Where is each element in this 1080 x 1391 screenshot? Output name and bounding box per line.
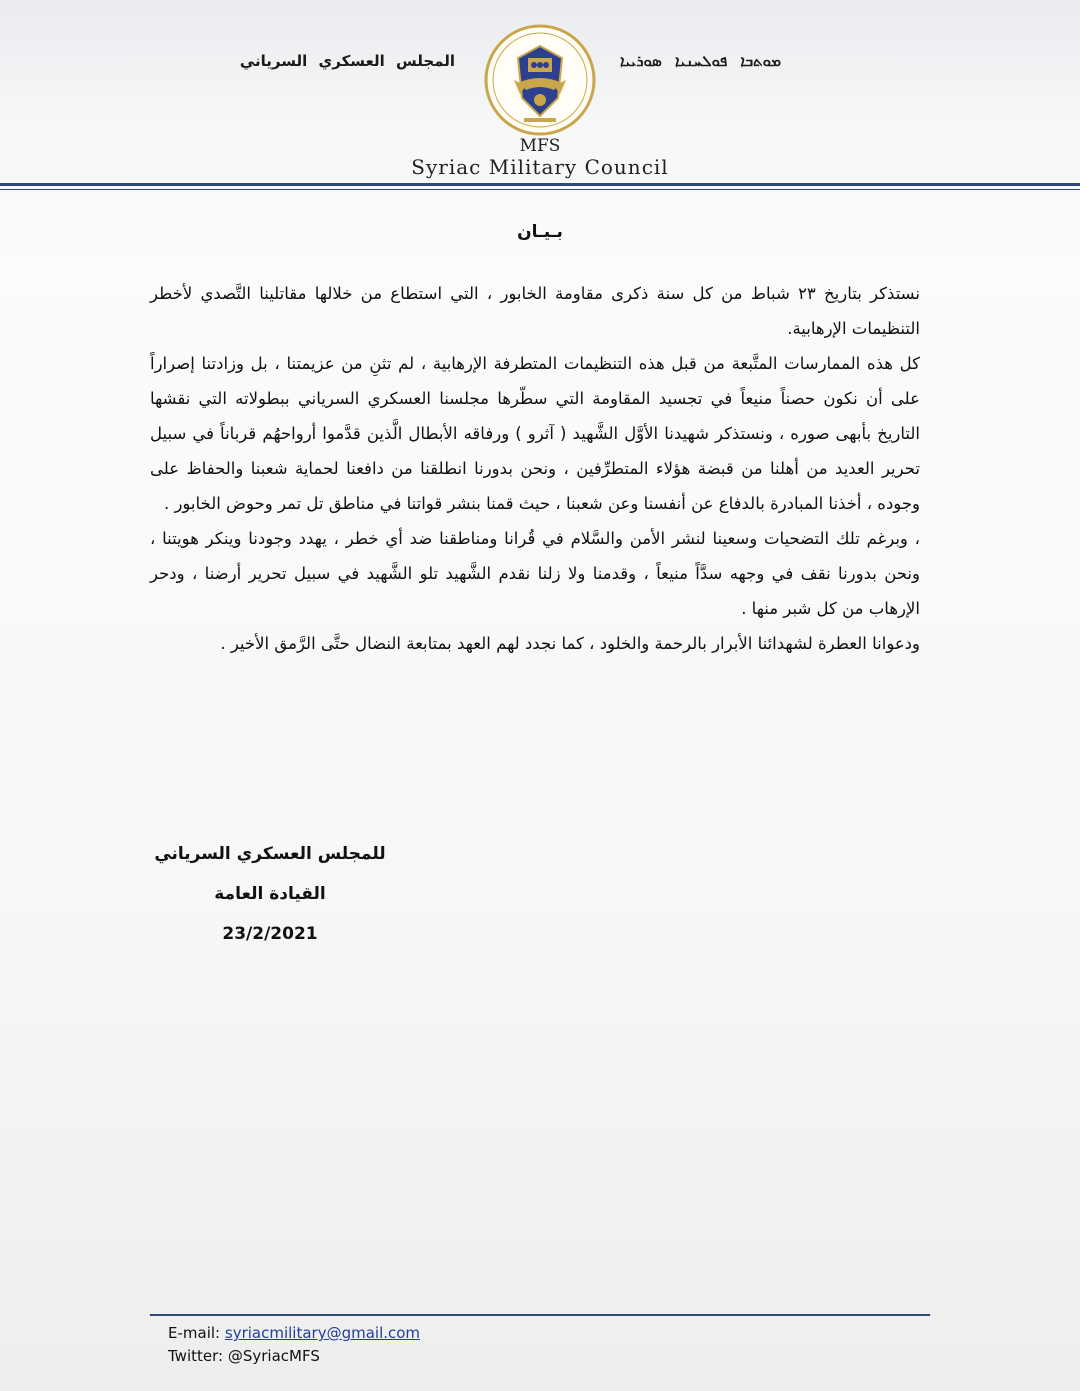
signature-org: للمجلس العسكري السرياني [154,844,386,864]
footer-twitter-row [168,1345,668,1368]
signature-block [150,834,390,954]
syriac-military-council-emblem-icon [484,24,596,136]
paragraph-3: ، وبرغم تلك التضحيات وسعينا لنشر الأمن والسَّلام في قُرانا ومناطقنا ضد أي خطر ، يهدد وجودنا وينكر هويتنا ، ونحن بدورنا نقف في وجهه سدَّاً منيعاً ، وقدمنا ولا زلنا نقدم الشَّهيد تلو الشَّهيد في سبيل تحرير أرضنا ، ودحر الإرهاب من كل شبر منها . [150,529,920,618]
twitter-label: Twitter: [168,1347,224,1365]
signature-date: 23/2/2021 [222,924,318,944]
header-org-name-english: Syriac Military Council [411,155,669,179]
footer-divider [150,1314,930,1316]
email-link[interactable]: syriacmilitary@gmail.com [224,1324,421,1342]
document-title: بـيـان [517,222,563,242]
header-org-name-syriac: ܡܘܬܒܐ ܦܘܠܚܢܝܐ ܣܘܪܝܝܐ [620,52,781,70]
paragraph-1: نستذكر بتاريخ ٢٣ شباط من كل سنة ذكرى مقاومة الخابور ، التي استطاع من خلالها مقاتلينا التَّصدي لأخطر التنظيمات الإرهابية. [150,284,920,338]
header-abbreviation: MFS [519,136,561,156]
twitter-handle: @SyriacMFS [227,1347,320,1365]
paragraph-4: ودعوانا العطرة لشهدائنا الأبرار بالرحمة والخلود ، كما نجدد لهم العهد بمتابعة النضال حتَّى الرَّمق الأخير . [220,634,920,653]
email-label: E-mail: [168,1324,221,1342]
paragraph-2: كل هذه الممارسات المتَّبعة من قبل هذه التنظيمات المتطرفة الإرهابية ، لم تثنِ من عزيمتنا ، بل وزادتنا إصراراً على أن نكون حصناً منيعاً في تجسيد المقاومة التي سطّرها مجلسنا العسكري السرياني ببطولاته التي نقشها التاريخ بأبهى صوره ، ونستذكر شهيدنا الأوَّل الشَّهيد ( آثرو ) ورفاقه الأبطال الَّذين قدَّموا أرواحهُم قرباناً في سبيل تحرير العديد من أهلنا من قبضة هؤلاء المتطرِّفين ، ونحن بدورنا انطلقنا من دافعنا لحماية شعبنا والحفاظ على وجوده ، أخذنا المبادرة بالدفاع عن أنفسنا وعن شعبنا ، حيث قمنا بنشر قواتنا في مناطق تل تمر وحوض الخابور . [150,354,920,513]
footer-email-row [168,1322,668,1345]
signature-command: القيادة العامة [214,884,326,904]
header-org-name-arabic: المجلس العسكري السرياني [239,52,455,70]
footer-contact [168,1322,668,1368]
header-divider-thick [0,183,1080,186]
document-body [150,276,920,661]
header-divider-thin [0,189,1080,190]
